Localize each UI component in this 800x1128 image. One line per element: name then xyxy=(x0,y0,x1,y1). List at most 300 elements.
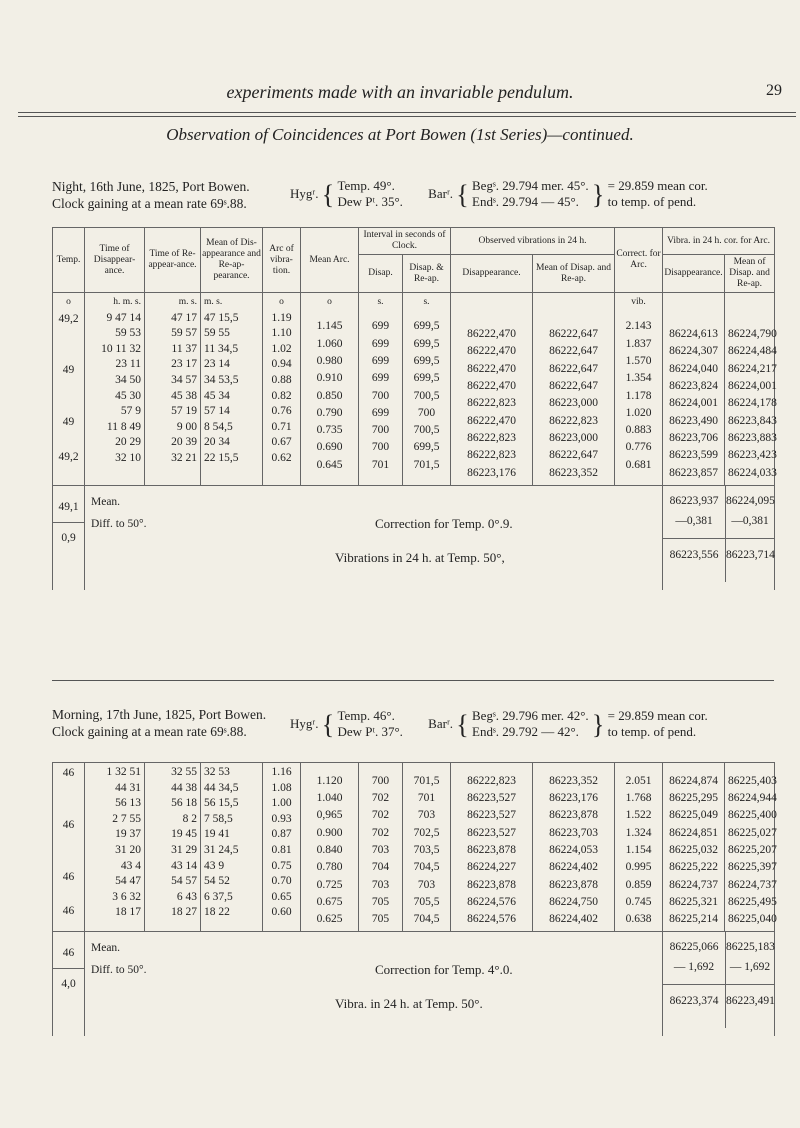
col-vibra: Vibra. in 24 h. cor. for Arc. xyxy=(663,228,775,255)
mean-dis-cell xyxy=(201,763,263,932)
section1-result-line2: to temp. of pend. xyxy=(607,194,697,209)
vibra-label: Vibrations in 24 h. at Temp. 50°, xyxy=(335,549,505,565)
mean-arc-cell xyxy=(301,763,359,932)
page-number: 29 xyxy=(766,82,782,99)
vib-dis-value: 86224,040 xyxy=(669,362,718,375)
unit-label: s. xyxy=(377,297,384,307)
correct-value: 1.837 xyxy=(625,337,652,350)
section2-intro-line2: Clock gaining at a mean rate 69ˢ.88. xyxy=(52,724,247,739)
section1-hygr-values xyxy=(337,178,402,210)
section2-barr-values xyxy=(472,708,589,740)
disappear-value: 11 8 49 xyxy=(106,420,141,433)
obs-dis-value: 86223,176 xyxy=(467,466,516,479)
arc-value: 0.88 xyxy=(271,373,292,386)
temp-value: 49 xyxy=(62,364,75,377)
vib-dis-value: 86225,049 xyxy=(669,809,718,822)
mean-arc-value: 0.725 xyxy=(316,878,343,891)
brace-icon: { xyxy=(321,709,335,740)
temp-value xyxy=(56,851,81,868)
vib-mean-value: 86223,883 xyxy=(728,431,777,444)
obs-mean-value: 86223,703 xyxy=(549,826,598,839)
unit-label: h. m. s. xyxy=(113,297,141,307)
section2-hygr-values xyxy=(337,708,402,740)
vib-mean-value: 86225,040 xyxy=(728,913,777,926)
arc-value: 0.70 xyxy=(271,875,292,888)
mean-label: Mean. xyxy=(91,495,121,508)
correct-value: 1.768 xyxy=(625,792,652,805)
correct-cell xyxy=(615,293,663,486)
reappear-value: 19 45 xyxy=(171,828,197,841)
col-arc: Arc of vibra-tion. xyxy=(263,228,301,293)
obs-dis-value: 86222,823 xyxy=(467,449,516,462)
temp-value xyxy=(56,397,81,414)
obs-mean-value: 86223,352 xyxy=(549,774,598,787)
correct-value: 1.324 xyxy=(625,826,652,839)
summary-dis-col xyxy=(663,932,726,1028)
arc-value: 0.75 xyxy=(271,859,292,872)
obs-mean-cell xyxy=(533,763,615,932)
summary-mean-col xyxy=(726,486,774,582)
section2-hygr-temp: Temp. 46°. xyxy=(337,708,395,723)
obs-dis-value: 86222,823 xyxy=(467,397,516,410)
brace-close-icon: } xyxy=(591,709,605,740)
reappear-value: 45 38 xyxy=(171,389,197,402)
correct-value: 0.638 xyxy=(625,913,652,926)
running-head-title: experiments made with an invariable pendulum. xyxy=(226,82,574,102)
obs-mean-value: 86223,878 xyxy=(549,878,598,891)
brace-icon: { xyxy=(456,179,469,210)
int-re-value: 700 xyxy=(417,406,436,419)
mean-dis-value: 47 15,5 xyxy=(204,311,239,324)
obs-dis-value: 86222,470 xyxy=(467,345,516,358)
arc-cell xyxy=(263,293,301,486)
col-observed: Observed vibrations in 24 h. xyxy=(451,228,615,255)
mean-temp: 49,1 xyxy=(58,500,79,513)
vib-dis-value: 86225,222 xyxy=(669,861,718,874)
col-mean-arc: Mean Arc. xyxy=(301,228,359,293)
obs-dis-value: 86223,878 xyxy=(467,878,516,891)
temp-value xyxy=(56,800,81,817)
arc-value: 0.60 xyxy=(271,906,292,919)
reappear-value: 32 21 xyxy=(171,451,197,464)
vib-mean-cell xyxy=(725,293,775,486)
disappear-value: 9 47 14 xyxy=(106,311,141,324)
correct-cell xyxy=(615,763,663,932)
vib-mean-value: 86224,484 xyxy=(728,345,777,358)
unit-label: o xyxy=(279,297,284,307)
vib-mean-value: 86224,790 xyxy=(728,328,777,341)
reappear-value: 56 18 xyxy=(171,797,197,810)
mean-dis-value: 20 34 xyxy=(204,436,230,449)
correct-value: 0.883 xyxy=(625,424,652,437)
temp-value: 49 xyxy=(62,416,75,429)
diff-label: Diff. to 50°. xyxy=(91,964,147,977)
correct-value: 0.859 xyxy=(625,878,652,891)
reappear-value: 18 27 xyxy=(171,906,197,919)
reappear-value: 31 29 xyxy=(171,843,197,856)
mean-dis-value: 59 55 xyxy=(204,327,230,340)
arc-value: 0.93 xyxy=(271,812,292,825)
obs-mean-value: 86223,176 xyxy=(549,792,598,805)
vib-mean-value: 86225,027 xyxy=(728,826,777,839)
temp-value xyxy=(56,834,81,851)
arc-value: 0.94 xyxy=(271,358,292,371)
mean-arc-value: 0.780 xyxy=(316,861,343,874)
reappear-value: 11 37 xyxy=(171,342,197,355)
mean-arc-value: 0,965 xyxy=(316,809,343,822)
int-disap-value: 704 xyxy=(371,861,390,874)
section2-result-line2: to temp. of pend. xyxy=(607,724,697,739)
int-re-cell xyxy=(403,293,451,486)
int-disap-value: 700 xyxy=(371,424,390,437)
int-re-value: 700,5 xyxy=(413,424,440,437)
obs-mean-value: 86223,000 xyxy=(549,397,598,410)
temp-value xyxy=(56,886,81,903)
mean-dis-value: 18 22 xyxy=(204,906,230,919)
obs-mean-value: 86222,823 xyxy=(549,414,598,427)
disappear-value: 54 47 xyxy=(115,875,141,888)
reappear-value: 43 14 xyxy=(171,859,197,872)
vib-mean-value: 86223,423 xyxy=(728,449,777,462)
vib-dis-value: 86224,613 xyxy=(669,328,718,341)
vib-dis-value: 86225,295 xyxy=(669,792,718,805)
vib-mean-value: 86224,178 xyxy=(728,397,777,410)
summary-value-cell xyxy=(663,485,775,590)
correction-dis: —0,381 xyxy=(675,514,713,527)
mean-dis-value: 44 34,5 xyxy=(204,781,239,794)
disappear-value: 34 50 xyxy=(115,373,141,386)
mean-dis-val: 86223,937 xyxy=(669,494,719,507)
reappear-value: 34 57 xyxy=(171,373,197,386)
mean-dis-value: 8 54,5 xyxy=(204,420,233,433)
int-re-value: 704,5 xyxy=(413,861,440,874)
mean-arc-value: 1.145 xyxy=(316,320,343,333)
int-re-value: 700,5 xyxy=(413,389,440,402)
mean-dis-value: 34 53,5 xyxy=(204,373,239,386)
section1-barr-values xyxy=(472,178,589,210)
reappear-value: 32 55 xyxy=(171,766,197,778)
temp-value: 49,2 xyxy=(58,450,79,463)
mean-dis-val: 86225,066 xyxy=(669,941,719,954)
diff-label: Diff. to 50°. xyxy=(91,517,147,530)
table-caption: Observation of Coincidences at Port Bowen (1st Series)—continued. xyxy=(166,125,634,144)
int-disap-cell xyxy=(359,763,403,932)
vib-dis-value: 86223,857 xyxy=(669,466,718,479)
col-int-disap: Disap. xyxy=(359,255,403,293)
mean-arc-value: 1.040 xyxy=(316,792,343,805)
section1-barr-end: Endˢ. 29.794 — 45°. xyxy=(472,194,579,209)
mean-dis-cell xyxy=(201,293,263,486)
arc-value: 0.62 xyxy=(271,451,292,464)
vib-mean-value: 86224,001 xyxy=(728,380,777,393)
disappear-cell xyxy=(85,763,145,932)
vib-mean-value: 86223,843 xyxy=(728,414,777,427)
disappear-value: 1 32 51 xyxy=(106,766,141,778)
mean-mean-val: 86224,095 xyxy=(726,494,775,507)
summary-row xyxy=(53,485,775,590)
int-disap-value: 700 xyxy=(371,774,390,787)
int-re-value: 701 xyxy=(417,792,436,805)
arc-value: 0.87 xyxy=(271,828,292,841)
disappear-value: 10 11 32 xyxy=(101,342,141,355)
mean-arc-value: 1.120 xyxy=(316,774,343,787)
section1-conditions xyxy=(290,178,708,212)
int-re-value: 699,5 xyxy=(413,337,440,350)
int-re-value: 705,5 xyxy=(413,895,440,908)
int-disap-value: 702 xyxy=(371,826,390,839)
mean-dis-value: 56 15,5 xyxy=(204,797,239,810)
correction-label: Correction for Temp. 0°.9. xyxy=(375,515,513,531)
section1-result-line1: = 29.859 mean cor. xyxy=(607,178,708,193)
summary-value-cell xyxy=(663,932,775,1037)
section2-barr-label: Barʳ. xyxy=(428,716,454,731)
mean-dis-value: 22 15,5 xyxy=(204,451,239,464)
unit-label: vib. xyxy=(631,297,646,307)
col-obs-dis: Disappearance. xyxy=(451,255,533,293)
mean-dis-value: 57 14 xyxy=(204,405,230,418)
col-mean-dis: Mean of Dis-appearance and Re-ap-pearance. xyxy=(201,228,263,293)
arc-value: 1.08 xyxy=(271,781,292,794)
obs-dis-value: 86222,823 xyxy=(467,774,516,787)
mean-dis-value: 31 24,5 xyxy=(204,843,239,856)
disappear-value: 3 6 32 xyxy=(112,890,141,903)
mean-arc-value: 0.850 xyxy=(316,389,343,402)
mean-label: Mean. xyxy=(91,942,121,955)
int-disap-value: 699 xyxy=(371,354,390,367)
obs-dis-value: 86222,470 xyxy=(467,414,516,427)
mean-dis-value: 32 53 xyxy=(204,766,230,778)
obs-mean-value: 86222,647 xyxy=(549,345,598,358)
unit-label: s. xyxy=(423,297,430,307)
vib-dis-value: 86224,307 xyxy=(669,345,718,358)
reappear-value: 9 00 xyxy=(176,420,197,433)
diff-temp: 0,9 xyxy=(53,522,84,553)
disappear-value: 20 29 xyxy=(115,436,141,449)
col-disappear: Time of Disappear-ance. xyxy=(85,228,145,293)
mean-arc-value: 1.060 xyxy=(316,337,343,350)
reappear-value: 6 43 xyxy=(176,890,197,903)
mean-dis-value: 45 34 xyxy=(204,389,230,402)
obs-dis-value: 86223,527 xyxy=(467,792,516,805)
obs-mean-value: 86224,750 xyxy=(549,895,598,908)
summary-label-cell xyxy=(85,932,663,1037)
obs-mean-value: 86222,647 xyxy=(549,380,598,393)
correct-value: 0.681 xyxy=(625,458,652,471)
temp-value xyxy=(56,345,81,362)
col-int-re: Disap. & Re-ap. xyxy=(403,255,451,293)
section2-hygr-label: Hygʳ. xyxy=(290,716,319,731)
disappear-value: 23 11 xyxy=(115,358,141,371)
diff-temp: 4,0 xyxy=(53,968,84,999)
int-re-value: 699,5 xyxy=(413,320,440,333)
temp-value: 49,2 xyxy=(58,312,79,325)
int-disap-value: 700 xyxy=(371,389,390,402)
running-head xyxy=(0,82,800,104)
section1-hygr-temp: Temp. 49°. xyxy=(337,178,395,193)
correction-dis: — 1,692 xyxy=(673,961,715,974)
mean-arc-value: 0.645 xyxy=(316,458,343,471)
int-disap-cell xyxy=(359,293,403,486)
correction-mean: — 1,692 xyxy=(729,961,771,974)
int-re-value: 703,5 xyxy=(413,843,440,856)
col-vib-dis: Disappearance. xyxy=(663,255,725,293)
obs-mean-value: 86222,647 xyxy=(549,328,598,341)
disappear-value: 44 31 xyxy=(115,781,141,794)
section2-conditions xyxy=(290,708,708,742)
section2-intro xyxy=(52,706,266,740)
disappear-cell xyxy=(85,293,145,486)
section2-result xyxy=(608,708,708,740)
vibra-label: Vibra. in 24 h. at Temp. 50°. xyxy=(335,996,483,1012)
int-disap-value: 699 xyxy=(371,320,390,333)
obs-mean-value: 86223,000 xyxy=(549,431,598,444)
arc-value: 1.19 xyxy=(271,311,292,324)
disappear-value: 45 30 xyxy=(115,389,141,402)
temp-value xyxy=(56,380,81,397)
section1-result xyxy=(608,178,708,210)
table-row xyxy=(53,293,775,486)
temp-value xyxy=(56,782,81,799)
int-re-cell xyxy=(403,763,451,932)
int-disap-value: 700 xyxy=(371,441,390,454)
section1-barr-label: Barʳ. xyxy=(428,186,454,201)
vib-mean-value: 86225,400 xyxy=(728,809,777,822)
vib-dis-value: 86225,321 xyxy=(669,895,718,908)
int-disap-value: 699 xyxy=(371,406,390,419)
vibra-mean: 86223,491 xyxy=(726,995,775,1008)
vib-mean-value: 86225,397 xyxy=(728,861,777,874)
vib-dis-value: 86223,490 xyxy=(669,414,718,427)
vib-dis-value: 86223,599 xyxy=(669,449,718,462)
reappear-value: 20 39 xyxy=(171,436,197,449)
obs-dis-value: 86223,527 xyxy=(467,826,516,839)
section1-table xyxy=(52,227,775,590)
vib-mean-value: 86225,495 xyxy=(728,895,777,908)
temp-value: 46 xyxy=(62,818,75,831)
int-disap-value: 703 xyxy=(371,878,390,891)
obs-mean-cell xyxy=(533,293,615,486)
correct-value: 0.995 xyxy=(625,861,652,874)
reappear-cell xyxy=(145,293,201,486)
table-row xyxy=(53,763,775,932)
int-re-value: 704,5 xyxy=(413,913,440,926)
correct-value: 2.143 xyxy=(625,320,652,333)
obs-dis-value: 86222,470 xyxy=(467,328,516,341)
head-rule-2 xyxy=(18,116,796,117)
mean-dis-value: 23 14 xyxy=(204,358,230,371)
col-interval: Interval in seconds of Clock. xyxy=(359,228,451,255)
obs-dis-cell xyxy=(451,763,533,932)
vib-mean-value: 86224,737 xyxy=(728,878,777,891)
head-rule xyxy=(18,112,796,113)
disappear-value: 56 13 xyxy=(115,797,141,810)
reappear-value: 8 2 xyxy=(182,812,197,825)
vibra-dis: 86223,556 xyxy=(669,548,719,561)
section2-barr-end: Endˢ. 29.792 — 42°. xyxy=(472,724,579,739)
section-rule xyxy=(52,680,774,681)
int-disap-value: 699 xyxy=(371,372,390,385)
obs-mean-value: 86224,053 xyxy=(549,843,598,856)
correct-value: 1.570 xyxy=(625,354,652,367)
section1-barr-begin: Begˢ. 29.794 mer. 45°. xyxy=(472,178,589,193)
int-disap-value: 699 xyxy=(371,337,390,350)
int-re-value: 703 xyxy=(417,878,436,891)
vib-dis-value: 86224,001 xyxy=(669,397,718,410)
correct-value: 0.745 xyxy=(625,895,652,908)
vibra-dis: 86223,374 xyxy=(669,995,719,1008)
mean-arc-value: 0.910 xyxy=(316,372,343,385)
obs-dis-value: 86223,527 xyxy=(467,809,516,822)
correct-value: 1.020 xyxy=(625,406,652,419)
vib-dis-cell xyxy=(663,763,725,932)
temp-value xyxy=(56,328,81,345)
mean-dis-value: 6 37,5 xyxy=(204,890,233,903)
vib-dis-value: 86223,706 xyxy=(669,431,718,444)
obs-dis-cell xyxy=(451,293,533,486)
mean-dis-value: 7 58,5 xyxy=(204,812,233,825)
disappear-value: 31 20 xyxy=(115,843,141,856)
mean-arc-value: 0.980 xyxy=(316,354,343,367)
unit-label: m. s. xyxy=(178,297,197,307)
section1-intro xyxy=(52,178,250,212)
summary-temp-cell xyxy=(53,932,85,1037)
vib-dis-value: 86225,032 xyxy=(669,843,718,856)
obs-mean-value: 86223,352 xyxy=(549,466,598,479)
arc-value: 0.65 xyxy=(271,890,292,903)
vibra-mean: 86223,714 xyxy=(726,548,775,561)
section2-hygr-dew: Dew Pᵗ. 37°. xyxy=(337,724,403,739)
col-temp: Temp. xyxy=(53,228,85,293)
arc-value: 0.71 xyxy=(271,420,292,433)
disappear-value: 32 10 xyxy=(115,451,141,464)
int-disap-value: 705 xyxy=(371,895,390,908)
arc-value: 1.10 xyxy=(271,327,292,340)
correction-mean: —0,381 xyxy=(731,514,769,527)
arc-value: 0.67 xyxy=(271,436,292,449)
obs-mean-value: 86224,402 xyxy=(549,913,598,926)
obs-mean-value: 86222,647 xyxy=(549,449,598,462)
reappear-value: 54 57 xyxy=(171,875,197,888)
summary-label-cell xyxy=(85,485,663,590)
vib-dis-cell xyxy=(663,293,725,486)
reappear-value: 47 17 xyxy=(171,311,197,324)
vib-mean-value: 86224,217 xyxy=(728,362,777,375)
obs-dis-value: 86224,576 xyxy=(467,895,516,908)
col-vib-mean: Mean of Disap. and Re-ap. xyxy=(725,255,775,293)
vib-mean-value: 86225,403 xyxy=(728,774,777,787)
vib-mean-cell xyxy=(725,763,775,932)
correct-value: 1.522 xyxy=(625,809,652,822)
int-re-value: 701,5 xyxy=(413,458,440,471)
disappear-value: 57 9 xyxy=(120,405,141,418)
vib-dis-value: 86224,874 xyxy=(669,774,718,787)
mean-arc-cell xyxy=(301,293,359,486)
obs-dis-value: 86223,878 xyxy=(467,843,516,856)
reappear-value: 59 57 xyxy=(171,327,197,340)
reappear-value: 23 17 xyxy=(171,358,197,371)
int-re-value: 699,5 xyxy=(413,372,440,385)
arc-value: 1.16 xyxy=(271,766,292,778)
arc-value: 0.82 xyxy=(271,389,292,402)
obs-mean-value: 86222,647 xyxy=(549,362,598,375)
obs-mean-value: 86223,878 xyxy=(549,809,598,822)
brace-icon: { xyxy=(321,179,335,210)
correct-value: 1.178 xyxy=(625,389,652,402)
temp-value xyxy=(56,432,81,449)
correct-value: 2.051 xyxy=(625,774,652,787)
summary-dis-col xyxy=(663,486,726,582)
vib-mean-value: 86224,944 xyxy=(728,792,777,805)
